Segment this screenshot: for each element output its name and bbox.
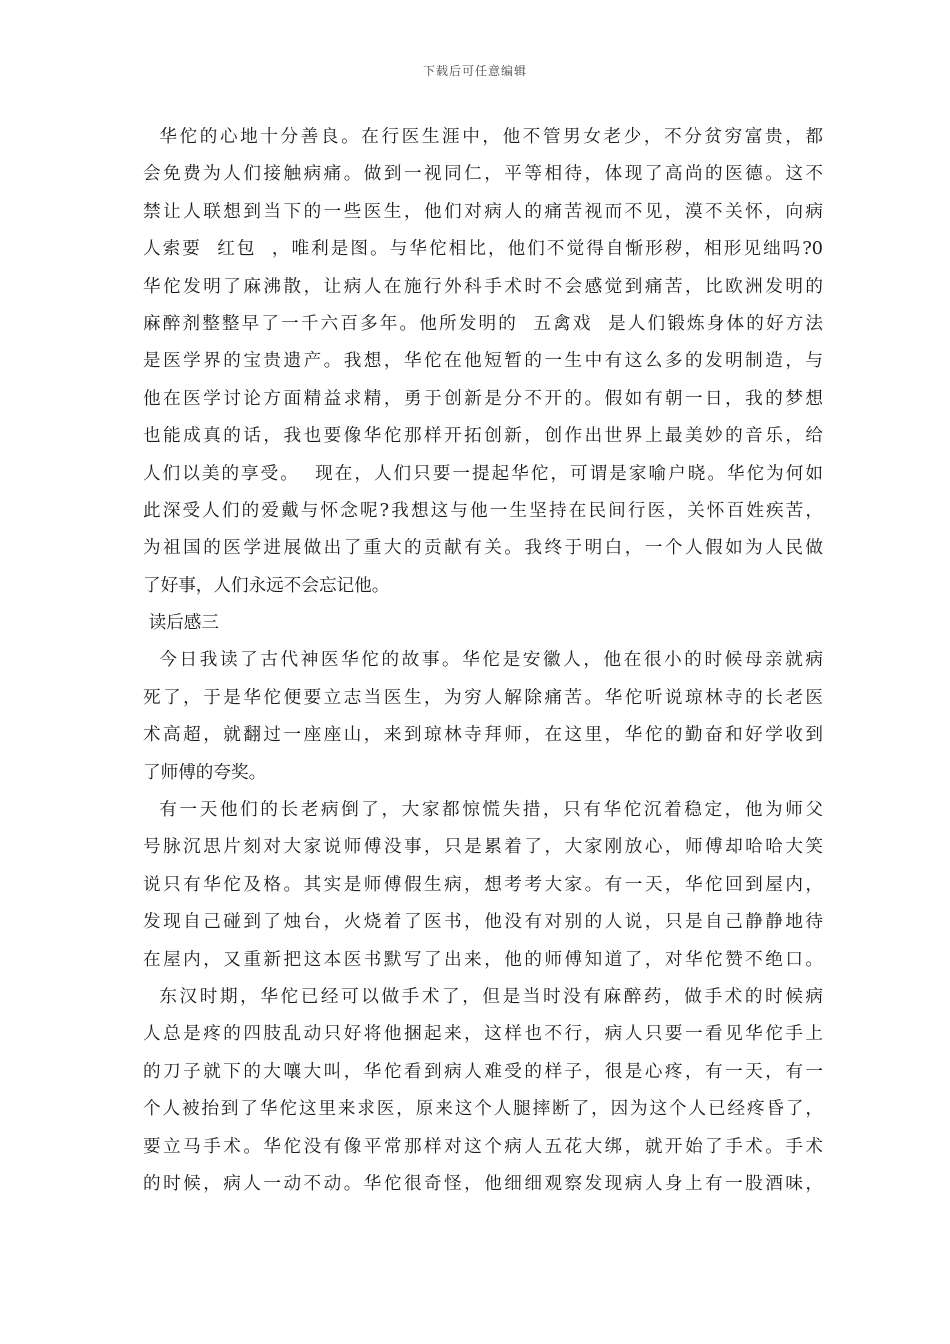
text-line: 东汉时期，华佗已经可以做手术了，但是当时没有麻醉药，做手术的时候病 bbox=[143, 986, 823, 1007]
text-line: 要立马手术。华佗没有像平常那样对这个病人五花大绑，就开始了手术。手术 bbox=[143, 1136, 823, 1157]
text-line: 号脉沉思片刻对大家说师傅没事，只是累着了，大家刚放心，师傅却哈哈大笑 bbox=[143, 837, 823, 858]
text-line: 术高超，就翻过一座座山，来到琼林寺拜师，在这里，华佗的勤奋和好学收到 bbox=[143, 725, 823, 746]
page-header-note: 下载后可任意编辑 bbox=[422, 64, 527, 78]
text-line: 人索要 红包 ，唯利是图。与华佗相比，他们不觉得自惭形秽，相形见绌吗?0 bbox=[143, 239, 823, 260]
text-line: 也能成真的话，我也要像华佗那样开拓创新，创作出世界上最美妙的音乐，给 bbox=[143, 426, 823, 447]
text-line: 在屋内，又重新把这本医书默写了出来，他的师傅知道了，对华佗赞不绝口。 bbox=[143, 949, 823, 970]
text-line: 个人被抬到了华佗这里来求医，原来这个人腿摔断了，因为这个人已经疼昏了， bbox=[143, 1099, 823, 1120]
text-line: 有一天他们的长老病倒了，大家都惊慌失措，只有华佗沉着稳定，他为师父 bbox=[143, 800, 823, 821]
text-line: 华佗发明了麻沸散，让病人在施行外科手术时不会感觉到痛苦，比欧洲发明的 bbox=[143, 276, 823, 297]
text-line: 死了，于是华佗便要立志当医生，为穷人解除痛苦。华佗听说琼林寺的长老医 bbox=[143, 687, 823, 708]
text-line: 了师傅的夸奖。 bbox=[143, 762, 267, 783]
text-line: 的刀子就下的大嚷大叫，华佗看到病人难受的样子，很是心疼，有一天，有一 bbox=[143, 1061, 823, 1082]
text-line: 说只有华佗及格。其实是师傅假生病，想考考大家。有一天，华佗回到屋内， bbox=[143, 874, 823, 895]
text-line: 此深受人们的爱戴与怀念呢?我想这与他一生坚持在民间行医，关怀百姓疾苦， bbox=[143, 500, 823, 521]
text-line: 今日我读了古代神医华佗的故事。华佗是安徽人，他在很小的时候母亲就病 bbox=[143, 650, 823, 671]
text-line: 发现自己碰到了烛台，火烧着了医书，他没有对别的人说，只是自己静静地待 bbox=[143, 912, 823, 933]
document-body bbox=[143, 119, 823, 1203]
text-line: 的时候，病人一动不动。华佗很奇怪，他细细观察发现病人身上有一股酒味， bbox=[143, 1173, 823, 1194]
text-line: 了好事，人们永远不会忘记他。 bbox=[143, 575, 390, 596]
text-line: 读后感三 bbox=[143, 613, 219, 634]
text-line: 人们以美的享受。 现在，人们只要一提起华佗，可谓是家喻户晓。华佗为何如 bbox=[143, 463, 823, 484]
text-line: 麻醉剂整整早了一千六百多年。他所发明的 五禽戏 是人们锻炼身体的好方法 bbox=[143, 313, 823, 334]
text-line: 为祖国的医学进展做出了重大的贡献有关。我终于明白，一个人假如为人民做 bbox=[143, 538, 823, 559]
text-line: 他在医学讨论方面精益求精，勇于创新是分不开的。假如有朝一日，我的梦想 bbox=[143, 388, 823, 409]
text-line: 禁让人联想到当下的一些医生，他们对病人的痛苦视而不见，漠不关怀，向病 bbox=[143, 201, 823, 222]
text-line: 人总是疼的四肢乱动只好将他捆起来，这样也不行，病人只要一看见华佗手上 bbox=[143, 1024, 823, 1045]
text-line: 是医学界的宝贵遗产。我想，华佗在他短暂的一生中有这么多的发明制造，与 bbox=[143, 351, 823, 372]
text-line: 华佗的心地十分善良。在行医生涯中，他不管男女老少，不分贫穷富贵，都 bbox=[143, 127, 823, 147]
text-line: 会免费为人们接触病痛。做到一视同仁，平等相待，体现了高尚的医德。这不 bbox=[143, 164, 823, 185]
